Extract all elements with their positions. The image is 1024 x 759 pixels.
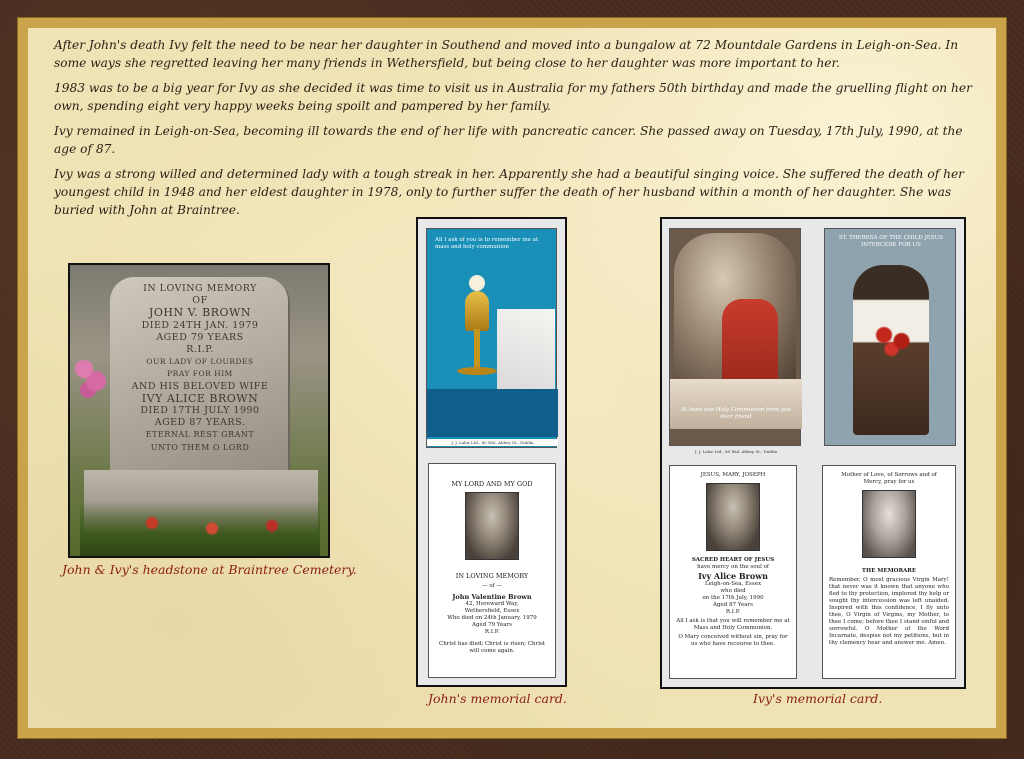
john-card-line: 42, Hereward Way,: [465, 601, 519, 607]
pink-flowers: [72, 345, 112, 405]
paragraph-illness: Ivy remained in Leigh-on-Sea, becoming ill towards the end of her life with pancreatic cancer. She passed away on Tuesday, 17th July, 1990, at the age of 87.: [54, 124, 963, 156]
ivy-card-caption: Ivy's memorial card.: [753, 691, 883, 706]
john-card-frame: [416, 217, 567, 687]
john-card-front-footer: J. J. Lalor Ltd., 60 Wol. Abbey St., Dublin: [427, 439, 558, 446]
virgin-mary-portrait: [862, 490, 916, 558]
sacred-heart-portrait: [465, 492, 519, 560]
john-card-name: John Valentine Brown: [452, 593, 532, 601]
inscription-line: OF: [192, 295, 208, 307]
inscription-line: OUR LADY OF LOURDES: [146, 357, 254, 367]
inscription-line: R.I.P.: [186, 344, 214, 356]
ivy-card-line: R.I.P.: [725, 609, 741, 615]
john-card-footer: Christ has died; Christ is risen; Christ will come again.: [439, 641, 545, 654]
paragraph-bungalow: After John's death Ivy felt the need to be near her daughter in Southend and moved into a bungalow at 72 Mountdale Gardens in Leigh-on-Sea. In some ways she regretted leaving her many friends in Wethersfield, but being close to her daughter was more important to her.: [54, 38, 959, 70]
inscription-line: IVY ALICE BROWN: [141, 391, 259, 405]
john-card-of: — of —: [482, 583, 502, 589]
john-card-header: MY LORD AND MY GOD: [451, 480, 533, 488]
ivy-card-front-left-footer: J. J. Lalor Ltd., 60 Wol. Abbey St., Dublin: [694, 449, 778, 454]
roses-icon: [869, 319, 919, 359]
john-card-line: Who died on 24th January, 1979: [447, 615, 537, 621]
ivy-card-front-left: [669, 228, 801, 454]
ivy-card-front-right-header: ST. THERESA OF THE CHILD JESUS INTERCEDE FOR US: [839, 235, 943, 248]
john-card-in-loving: IN LOVING MEMORY: [455, 572, 529, 580]
ivy-card-front-right: [824, 228, 956, 446]
ivy-card-line: Leigh-on-Sea, Essex: [704, 581, 762, 587]
john-card-line: Aged 79 Years: [472, 622, 512, 628]
host-icon: [469, 275, 485, 291]
ivy-card-sacred: SACRED HEART OF JESUS: [691, 557, 775, 563]
headstone-inscription: [112, 283, 288, 454]
ivy-card-mercy: have mercy on the soul of: [697, 564, 769, 570]
inscription-line: DIED 17TH JULY 1990: [140, 405, 260, 417]
ivy-card-line: who died: [720, 588, 746, 594]
chalice-icon: [465, 291, 489, 331]
ivy-card-line: Aged 87 Years: [713, 602, 753, 608]
inscription-line: JOHN V. BROWN: [149, 306, 251, 320]
ivy-card-frame: [660, 217, 966, 689]
john-card-front: [426, 228, 557, 448]
ivy-card-front-left-text: At least one Holy Communion from you dear friend: [681, 407, 791, 420]
inscription-line: ETERNAL REST GRANT: [145, 430, 255, 440]
headstone-caption: John & Ivy's headstone at Braintree Cemetery.: [62, 562, 357, 577]
paragraph-australia: 1983 was to be a big year for Ivy as she decided it was time to visit us in Australia for my fathers 50th birthday and made the gruelling flight on her own, spending eight very happy weeks being spoilt and pampered by her family.: [54, 81, 972, 113]
inscription-line: UNTO THEM O LORD: [150, 442, 250, 452]
ivy-card-back-right-header: Mother of Love, of Sorrows and of Mercy, pray for us: [841, 472, 937, 485]
ivy-card-back-left-header: JESUS, MARY, JOSEPH: [700, 472, 766, 478]
ivy-card-ask: All I ask is that you will remember me at Mass and Holy Communion.: [676, 618, 790, 631]
paragraph-character: Ivy was a strong willed and determined lady with a tough streak in her. Apparently she had a beautiful singing voice. She suffered the death of her youngest child in 1948 and her eldest daughter in 1978, only to further suffer the death of her husband within a month of her daughter. She was buried with John at Braintree.: [54, 167, 964, 217]
chalice-foot: [457, 367, 497, 375]
john-card-caption: John's memorial card.: [428, 691, 567, 706]
altar: [670, 379, 802, 429]
memorare-title: THE MEMORARE: [861, 568, 917, 574]
inscription-line: IN LOVING MEMORY: [143, 283, 257, 294]
john-card-line: Wethersfield, Essex: [464, 608, 520, 614]
ivy-card-back-right: [822, 465, 956, 679]
altar-cloth: [427, 389, 558, 437]
john-card-back: [428, 463, 556, 678]
john-card-front-text: All I ask of you is to remember me at mass and holy communion: [435, 237, 539, 250]
headstone-photo: [68, 263, 330, 558]
ivy-card-name: Ivy Alice Brown: [698, 571, 768, 581]
inscription-line: AGED 79 YEARS: [156, 331, 244, 343]
ivy-card-mary: O Mary conceived without sin, pray for us who have recourse to thee.: [678, 634, 788, 647]
inscription-line: DIED 24TH JAN. 1979: [141, 319, 259, 331]
memorare-prayer: Remember, O most gracious Virgin Mary! that never was it known that anyone who fled to thy protection, implored thy help or sought thy intercession was left unaided. Inspired with this confidence, I fly unto thee, O Virgin of Virgins, my Mother, to thee I come; before thee I stand sinful and sorrowful. O Mother of the Word Incarnate, despise not my petitions, but in thy clemency hear and answer me. Amen.: [829, 577, 949, 646]
inscription-line: AND HIS BELOVED WIFE: [131, 380, 269, 392]
john-card-line: R.I.P.: [484, 629, 500, 635]
sacred-heart-portrait: [706, 483, 760, 551]
ivy-card-line: on the 17th July, 1990: [702, 595, 764, 601]
story-text: [54, 36, 982, 226]
inscription-line: AGED 87 YEARS.: [154, 417, 246, 429]
inscription-line: PRAY FOR HIM: [167, 369, 233, 379]
chalice-stem: [474, 329, 480, 369]
grave-flowers: [80, 501, 320, 556]
ivy-card-back-left: [669, 465, 797, 679]
